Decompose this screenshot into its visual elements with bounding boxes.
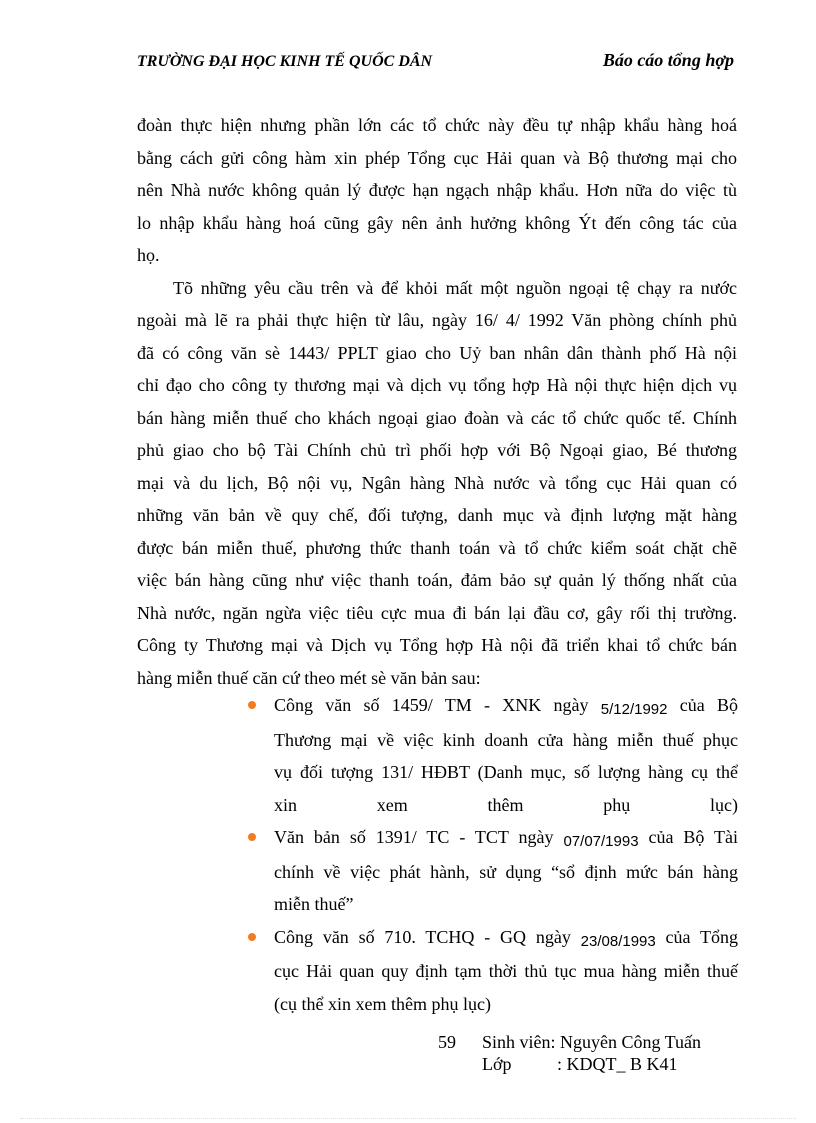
text-line: vụ đối tượng 131/ HĐBT (Danh mục, số lượng hàng cụ thể [274,762,738,782]
text-line: nên Nhà nước không quản lý được hạn ngạch nhập khẩu. Hơn nữa do việc tù [137,180,737,200]
document-list [248,689,738,1020]
text-line: Thương mại về việc kinh doanh cửa hàng miễn thuế phục [274,729,738,750]
text-line: những văn bản về quy chế, đối tượng, danh mục và định lượng mặt hàng [137,505,737,525]
list-item-first-line [274,689,738,724]
text-line: Tõ những yêu cầu trên và để khỏi mất một nguồn ngoại tệ chạy ra nước [173,277,737,298]
text-line: phủ giao cho bộ Tài Chính chủ trì phối hợp với Bộ Ngoại giao, Bé thương [137,440,737,460]
text-line: ngoài mà lẽ ra phải thực hiện từ lâu, ngày 16/ 4/ 1992 Văn phòng chính phủ [137,310,737,330]
text-line: xin xem thêm phụ lục) [274,794,738,815]
text-line: chỉ đạo cho công ty thương mại và dịch vụ tổng hợp Hà nội thực hiện dịch vụ [137,375,737,395]
text-line: cục Hải quan quy định tạm thời thủ tục mua hàng miễn thuế [274,961,738,981]
list-item-first-line [274,921,738,956]
class-value: : KDQT_ B K41 [557,1054,678,1074]
list-item-first-line [274,821,738,856]
date-value: 07/07/1993 [563,833,639,850]
bullet-dot-icon [248,833,256,841]
text-line: chính về việc phát hành, sử dụng “sổ định mức bán hàng [274,861,738,882]
page-header [137,50,734,72]
text-line: đã có công văn sè 1443/ PPLT giao cho Uỷ ban nhân dân thành phố Hà nội [137,342,737,363]
text-line: miễn thuế” [274,894,354,914]
text-line: mại và du lịch, Bộ nội vụ, Ngân hàng Nhà nước và tổng cục Hải quan có [137,472,737,493]
text-line: họ. [137,245,160,265]
page-number: 59 [438,1032,456,1052]
school-name: TRƯỜNG ĐẠI HỌC KINH TẾ QUỐC DÂN [137,53,433,70]
document-body [137,109,737,694]
text-line: bằng cách gửi công hàm xin phép Tổng cục Hải quan và Bộ thương mại cho [137,147,737,168]
list-item-lead: Văn bản số 1391/ TC - TCT ngày [274,827,554,847]
text-line: hàng miễn thuế căn cứ theo mét sè văn bản sau: [137,667,481,688]
paragraph-1 [137,109,737,272]
class-label: Lớp [482,1054,512,1074]
paragraph-2 [137,272,737,695]
bullet-dot-icon [248,933,256,941]
text-line: (cụ thể xin xem thêm phụ lục) [274,993,491,1014]
list-item-tail: của Bộ [679,695,739,715]
text-line: việc bán hàng cũng như việc thanh toán, đảm bảo sự quản lý thống nhất của [137,570,737,590]
list-item [248,821,738,921]
student-name: Sinh viên: Nguyên Công Tuấn [482,1032,702,1052]
text-line: đoàn thực hiện nhưng phần lớn các tổ chức này đều tự nhập khẩu hàng hoá [137,115,737,135]
bullet-dot-icon [248,701,256,709]
document-title: Báo cáo tổng hợp [602,50,734,70]
text-line: bán hàng miễn thuế cho khách ngoại giao đoàn và các tổ chức quốc tế. Chính [137,407,737,428]
list-item-tail: của Bộ Tài [648,827,738,847]
class-info [482,1053,678,1075]
list-item-lead: Công văn số 710. TCHQ - GQ ngày [274,926,571,947]
date-value: 5/12/1992 [600,701,668,718]
text-line: Nhà nước, ngăn ngừa việc tiêu cực mua đi bán lại đầu cơ, gây rối thị trường. [137,602,737,623]
date-value: 23/08/1993 [580,932,656,950]
list-item-lead: Công văn số 1459/ TM - XNK ngày [274,695,589,715]
text-line: Công ty Thương mại và Dịch vụ Tổng hợp Hà nội đã triển khai tổ chức bán [137,635,737,655]
text-line: được bán miễn thuế, phương thức thanh toán và tổ chức kiểm soát chặt chẽ [137,537,737,558]
list-item-tail: của Tổng [665,926,739,947]
list-item [248,689,738,821]
list-item [248,921,738,1021]
text-line: lo nhập khẩu hàng hoá cũng gây nên ảnh hưởng không Ýt đến công tác của [137,212,737,233]
page-bottom-divider [20,1118,796,1119]
